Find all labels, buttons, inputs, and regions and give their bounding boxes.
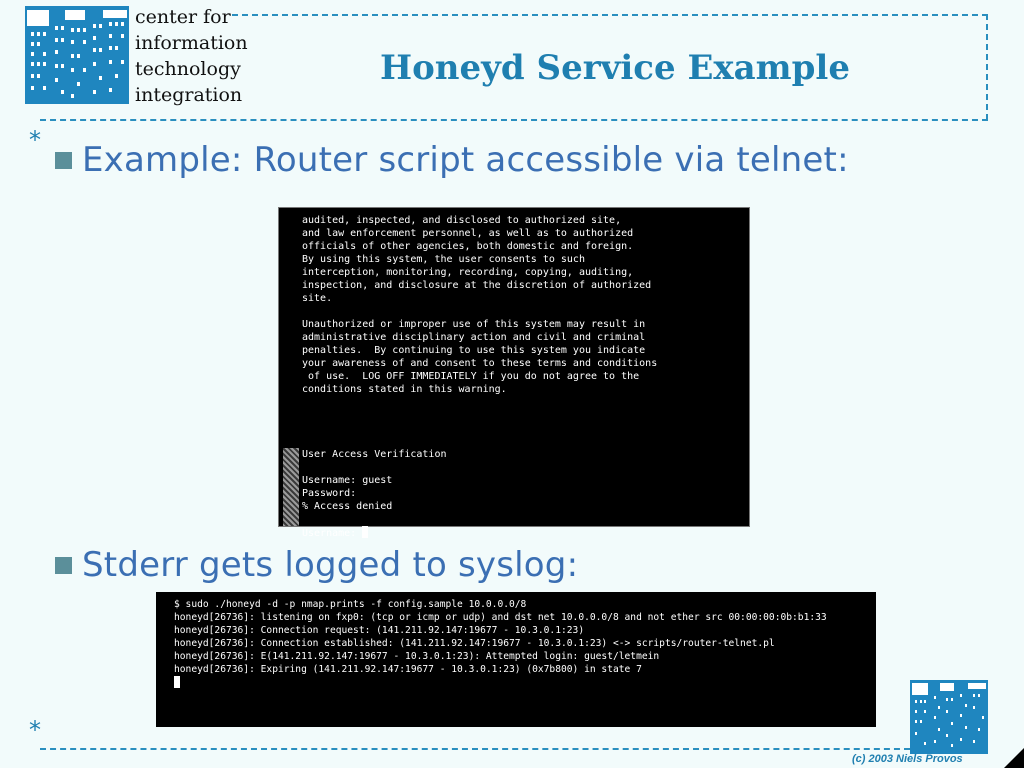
org-line: technology [135,58,241,80]
telnet-terminal-line: site. [302,293,333,304]
telnet-terminal-line: By using this system, the user consents to such [302,254,585,265]
header-frame-bottom [40,119,988,121]
telnet-terminal-line: officials of other agencies, both domestic and foreign. [302,241,634,252]
telnet-terminal-line: % Access denied [302,501,393,512]
org-line: center for [135,6,231,28]
slide-title: Honeyd Service Example [380,48,850,88]
telnet-terminal-line: Username: [302,528,363,539]
syslog-terminal-line: honeyd[26736]: E(141.211.92.147:19677 - 10.3.0.1:23): Attempted login: guest/letmein [174,651,660,662]
org-line: information [135,32,248,54]
asterisk-icon: * [29,716,41,744]
terminal-scrollbar-strip [283,448,299,526]
telnet-terminal-screenshot [278,207,750,539]
header-frame-right [986,14,988,120]
telnet-terminal-line: of use. LOG OFF IMMEDIATELY if you do not agree to the [302,371,640,382]
telnet-terminal-output [302,214,657,540]
telnet-terminal-line: Unauthorized or improper use of this system may result in [302,319,646,330]
telnet-terminal-line: conditions stated in this warning. [302,384,507,395]
page-corner-fold [1004,748,1024,768]
asterisk-icon: * [29,126,41,154]
city-skyline-logo-icon [910,680,988,754]
telnet-terminal-line: your awareness of and consent to these terms and conditions [302,358,658,369]
syslog-terminal-line: $ sudo ./honeyd -d -p nmap.prints -f config.sample 10.0.0.0/8 [174,599,527,610]
telnet-terminal-line: penalties. By continuing to use this system you indicate [302,345,646,356]
telnet-terminal-line: and law enforcement personnel, as well as to authorized [302,228,634,239]
terminal-cursor [174,676,180,688]
telnet-terminal-line: Username: guest [302,475,393,486]
bullet-text: Example: Router script accessible via telnet: [82,140,849,180]
footer-frame-bottom [40,748,910,750]
telnet-terminal-line: interception, monitoring, recording, copying, auditing, [302,267,634,278]
city-skyline-logo-icon [25,6,129,104]
syslog-terminal-line: honeyd[26736]: listening on fxp0: (tcp or icmp or udp) and dst net 10.0.0.0/8 and not ether src 00:00:00:0b:b1:33 [174,612,827,623]
organization-name [135,4,248,108]
bullet-text: Stderr gets logged to syslog: [82,545,579,585]
syslog-terminal-line: honeyd[26736]: Connection established: (141.211.92.147:19677 - 10.3.0.1:23) <-> scripts/router-telnet.pl [174,638,775,649]
org-line: integration [135,84,243,106]
telnet-terminal-line: administrative disciplinary action and civil and criminal [302,332,646,343]
syslog-terminal-screenshot [156,592,876,727]
header-frame-top [232,14,988,16]
syslog-terminal-output [174,598,827,690]
telnet-terminal-line: Password: [302,488,357,499]
bullet-square-icon [55,557,72,574]
bullet-item [55,140,849,180]
syslog-terminal-line: honeyd[26736]: Expiring (141.211.92.147:19677 - 10.3.0.1:23) (0x7b800) in state 7 [174,664,642,675]
telnet-terminal-line: inspection, and disclosure at the discretion of authorized [302,280,652,291]
bullet-item [55,545,578,585]
bullet-square-icon [55,152,72,169]
telnet-terminal-line: User Access Verification [302,449,447,460]
copyright-notice: (c) 2003 Niels Provos [852,753,963,765]
syslog-terminal-line: honeyd[26736]: Connection request: (141.211.92.147:19677 - 10.3.0.1:23) [174,625,585,636]
telnet-terminal-line: audited, inspected, and disclosed to authorized site, [302,215,622,226]
terminal-cursor [362,526,368,538]
